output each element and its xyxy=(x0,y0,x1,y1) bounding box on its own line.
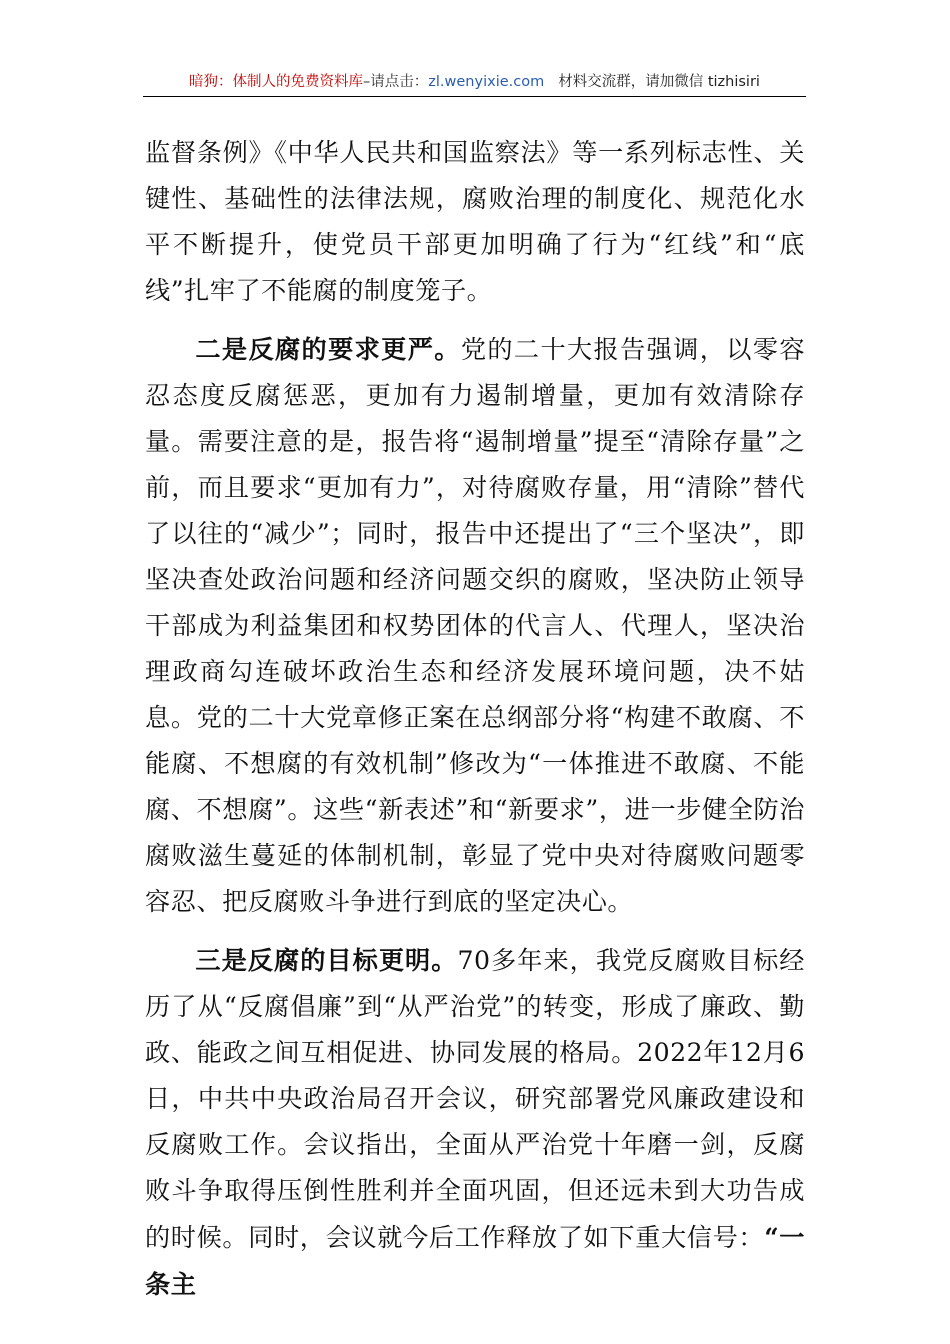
paragraph-1-text: 监督条例》《中华人民共和国监察法》等一系列标志性、关键性、基础性的法律法规，腐败治理的制度化、规范化水平不断提升，使党员干部更加明确了行为“红线”和“底线”扎牢了不能腐的制度笼子。 xyxy=(145,138,805,305)
header-link[interactable]: zl.wenyixie.com xyxy=(428,74,545,90)
paragraph-3-lead: 三是反腐的目标更明。 xyxy=(195,945,458,975)
paragraph-1 xyxy=(145,130,805,314)
paragraph-3-text: 70多年来，我党反腐败目标经历了从“反腐倡廉”到“从严治党”的转变，形成了廉政、勤政、能政之间互相促进、协同发展的格局。2022年12月6日，中共中央政治局召开会议，研究部署党风廉政建设和反腐败工作。会议指出，全面从严治党十年磨一剑，反腐败斗争取得压倒性胜利并全面巩固，但还远未到大功告成的时候。同时，会议就今后工作释放了如下重大信号： xyxy=(145,946,805,1252)
paragraph-2 xyxy=(145,326,805,925)
paragraph-2-text: 党的二十大报告强调，以零容忍态度反腐惩恶，更加有力遏制增量，更加有效清除存量。需要注意的是，报告将“遏制增量”提至“清除存量”之前，而且要求“更加有力”，对待腐败存量，用“清除”替代了以往的“减少”；同时，报告中还提出了“三个坚决”，即坚决查处政治问题和经济问题交织的腐败，坚决防止领导干部成为利益集团和权势团体的代言人、代理人，坚决治理政商勾连破坏政治生态和经济发展环境问题，决不姑息。党的二十大党章修正案在总纲部分将“构建不敢腐、不能腐、不想腐的有效机制”修改为“一体推进不敢腐、不能腐、不想腐”。这些“新表述”和“新要求”，进一步健全防治腐败滋生蔓延的体制机制，彰显了党中央对待腐败问题零容忍、把反腐败斗争进行到底的坚定决心。 xyxy=(145,335,806,916)
page-header xyxy=(143,70,806,97)
paragraph-3 xyxy=(145,937,805,1308)
paragraph-3-tail: “一条主 xyxy=(145,1222,805,1299)
header-brand: 暗狗：体制人的免费资料库 xyxy=(189,74,364,90)
document-body xyxy=(145,130,805,1320)
header-separator: –请点击： xyxy=(363,74,429,90)
header-group-info: 材料交流群，请加微信 tizhisiri xyxy=(558,74,760,90)
paragraph-2-lead: 二是反腐的要求更严。 xyxy=(195,334,461,364)
